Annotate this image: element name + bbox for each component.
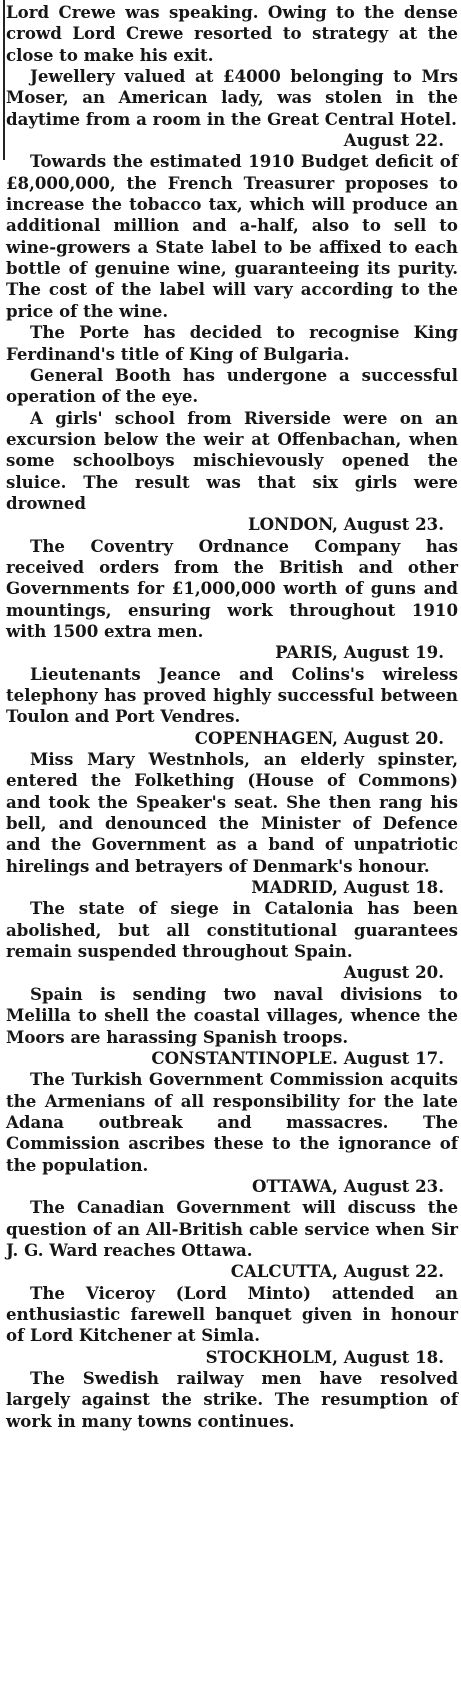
dateline: OTTAWA, August 23. <box>252 1175 444 1196</box>
dateline: MADRID, August 18. <box>251 877 444 898</box>
news-paragraph: Miss Mary Westnhols, an elderly spinster, entered the Folkething (House of Commons) and took the Speaker's seat. She then rang his bell, and denounced the Minister of Defence and the Government as a band of unpatriotic hirelings and betrayers of Denmark's honour. <box>6 749 458 876</box>
news-paragraph: General Booth has undergone a successful operation of the eye. <box>6 364 458 407</box>
dateline: PARIS, August 19. <box>275 642 444 663</box>
dateline: COPENHAGEN, August 20. <box>194 727 444 748</box>
news-paragraph: Lord Crewe was speaking. Owing to the dense crowd Lord Crewe resorted to strategy at the close to make his exit. <box>6 2 458 65</box>
news-paragraph: Lieutenants Jeance and Colins's wireless telephony has proved highly successful between Toulon and Port Vendres. <box>6 663 458 727</box>
news-paragraph: Towards the estimated 1910 Budget deficit of £8,000,000, the French Treasurer proposes to increase the tobacco tax, which will produce an additional million and a-half, also to sell to wine-growers a State label to be affixed to each bottle of genuine wine, guaranteeing its purity. The cost of the label will vary according to the price of the wine. <box>6 151 458 321</box>
news-paragraph: The Canadian Government will discuss the question of an All-British cable service when Sir J. G. Ward reaches Ottawa. <box>6 1197 458 1260</box>
dateline: August 20. <box>343 962 444 983</box>
dateline: CONSTANTINOPLE. August 17. <box>151 1047 444 1068</box>
dateline: CALCUTTA, August 22. <box>230 1261 444 1282</box>
news-paragraph: The Viceroy (Lord Minto) attended an enthusiastic farewell banquet given in honour of Lord Kitchener at Simla. <box>6 1282 458 1346</box>
news-paragraph: Jewellery valued at £4000 belonging to Mrs Moser, an American lady, was stolen in the daytime from a room in the Great Central Hotel. <box>6 66 458 129</box>
news-paragraph: A girls' school from Riverside were on an excursion below the weir at Offenbachan, when some schoolboys mischievously opened the sluice. The result was that six girls were drowned <box>6 407 458 513</box>
dateline: STOCKHOLM, August 18. <box>205 1346 444 1367</box>
dateline: LONDON, August 23. <box>247 514 444 535</box>
news-paragraph: The Turkish Government Commission acquits the Armenians of all responsibility for the late Adana outbreak and massacres. The Commission ascribes these to the ignorance of the population. <box>6 1069 458 1175</box>
news-paragraph: The state of siege in Catalonia has been abolished, but all constitutional guarantees remain suspended throughout Spain. <box>6 898 458 962</box>
column-rule <box>3 0 5 160</box>
news-paragraph: The Coventry Ordnance Company has received orders from the British and other Governments for £1,000,000 worth of guns and mountings, ensuring work throughout 1910 with 1500 extra men. <box>6 535 458 641</box>
news-paragraph: The Porte has decided to recognise King Ferdinand's title of King of Bulgaria. <box>6 322 458 364</box>
dateline: August 22. <box>343 130 444 151</box>
news-paragraph: Spain is sending two naval divisions to Melilla to shell the coastal villages, whence the Moors are harassing Spanish troops. <box>6 983 458 1047</box>
news-paragraph: The Swedish railway men have resolved largely against the strike. The resumption of work in many towns continues. <box>6 1368 458 1431</box>
news-column <box>6 2 458 1432</box>
